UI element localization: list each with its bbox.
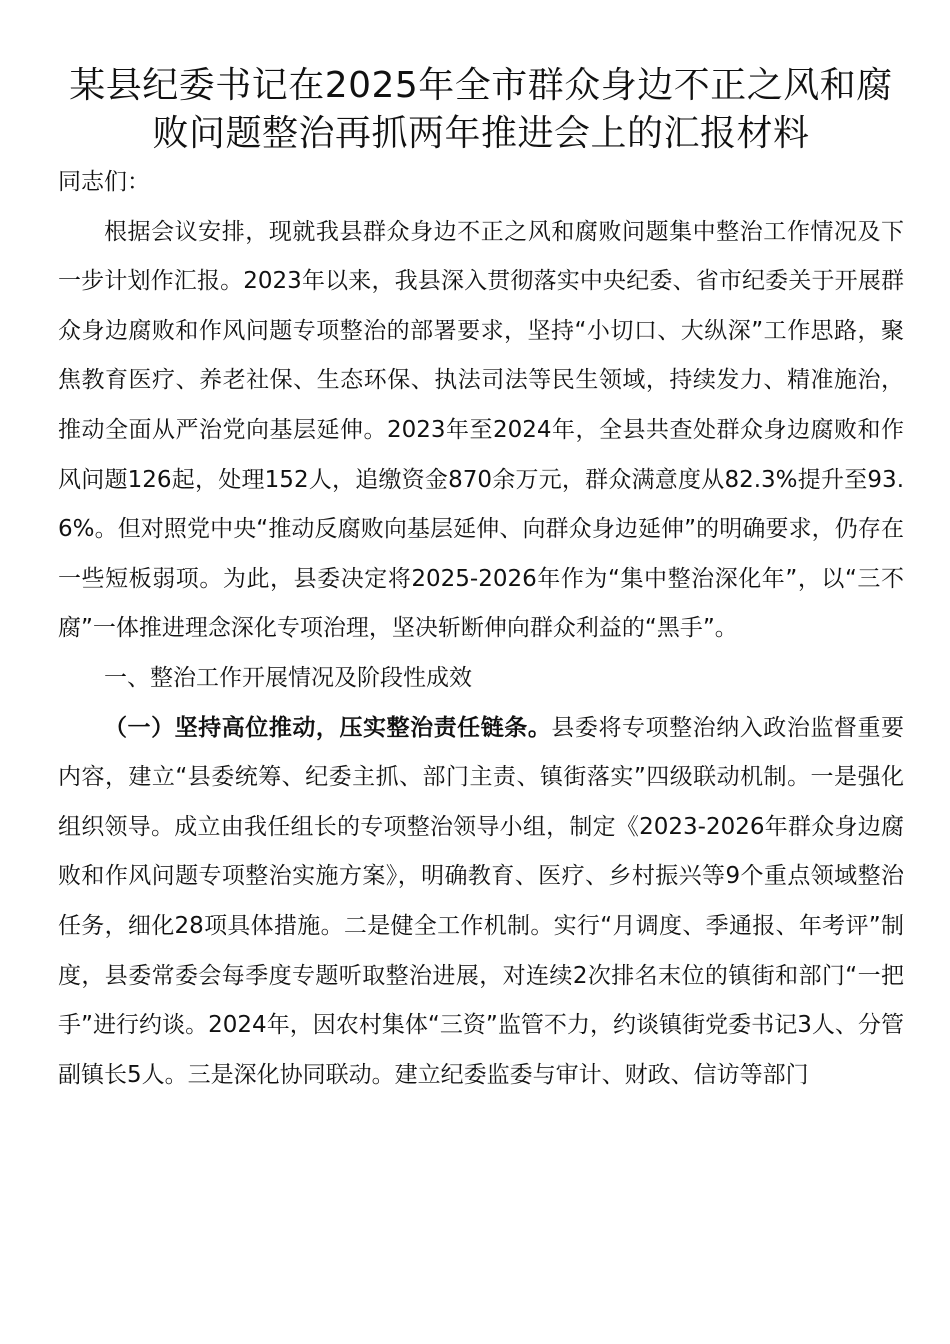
section-heading: 一、整治工作开展情况及阶段性成效 — [104, 664, 472, 691]
subsection-lead: （一）坚持高位推动，压实整治责任链条。 — [104, 714, 552, 741]
document-title: 某县纪委书记在2025年全市群众身边不正之风和腐败问题整治再抓两年推进会上的汇报材料 — [69, 65, 893, 154]
salutation: 同志们： — [58, 169, 150, 195]
intro-paragraph: 根据会议安排，现就我县群众身边不正之风和腐败问题集中整治工作情况及下一步计划作汇报。2023年以来，我县深入贯彻落实中央纪委、省市纪委关于开展群众身边腐败和作风问题专项整治的部署要求，坚持“小切口、大纵深”工作思路，聚焦教育医疗、养老社保、生态环保、执法司法等民生领域，持续发力、精准施治，推动全面从严治党向基层延伸。2023年至2024年，全县共查处群众身边腐败和作风问题126起，处理152人，追缴资金870余万元，群众满意度从82.3%提升至93.6%。但对照党中央“推动反腐败向基层延伸、向群众身边延伸”的明确要求，仍存在一些短板弱项。为此，县委决定将2025-2026年作为“集中整治深化年”，以“三不腐”一体推进理念深化专项治理，坚决斩断伸向群众利益的“黑手”。 — [58, 218, 904, 642]
subsection-paragraph — [58, 704, 904, 1101]
document-page — [58, 62, 904, 1100]
subsection-body: 县委将专项整治纳入政治监督重要内容，建立“县委统筹、纪委主抓、部门主责、镇街落实”四级联动机制。一是强化组织领导。成立由我任组长的专项整治领导小组，制定《2023-2026年群众身边腐败和作风问题专项整治实施方案》，明确教育、医疗、乡村振兴等9个重点领域整治任务，细化28项具体措施。二是健全工作机制。实行“月调度、季通报、年考评”制度，县委常委会每季度专题听取整治进展，对连续2次排名末位的镇街和部门“一把手”进行约谈。2024年，因农村集体“三资”监管不力，约谈镇街党委书记3人、分管副镇长5人。三是深化协同联动。建立纪委监委与审计、财政、信访等部门 — [58, 714, 905, 1088]
